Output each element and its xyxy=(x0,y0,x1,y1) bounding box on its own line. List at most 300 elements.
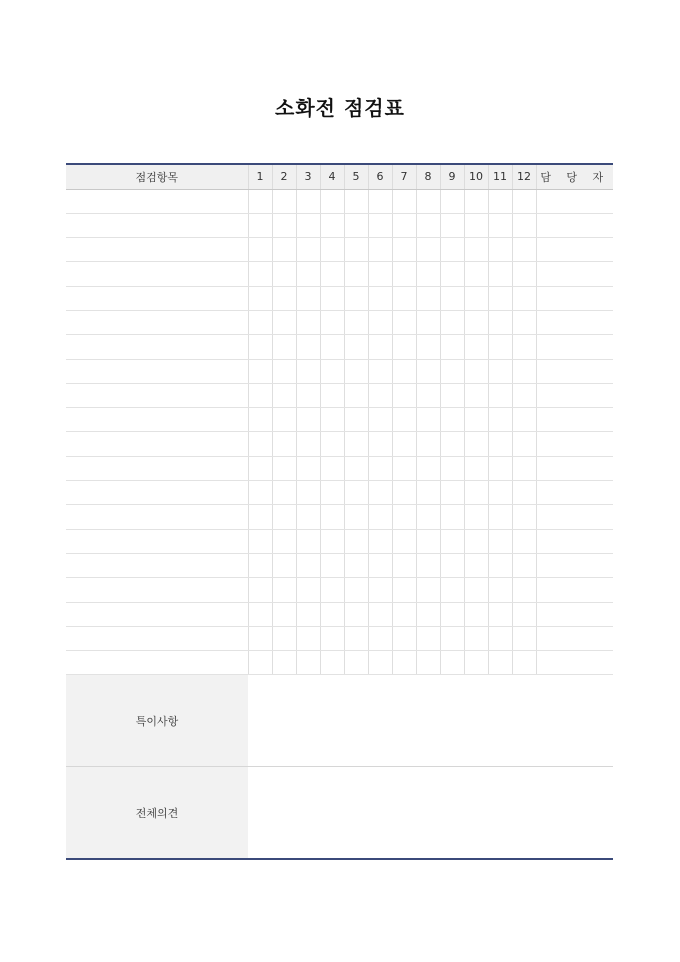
manager-cell[interactable] xyxy=(536,262,613,286)
month-check-cell[interactable] xyxy=(344,310,368,334)
month-check-cell[interactable] xyxy=(512,189,536,213)
month-check-cell[interactable] xyxy=(512,432,536,456)
month-check-cell[interactable] xyxy=(248,383,272,407)
header-month-10: 10 xyxy=(464,164,488,189)
month-check-cell[interactable] xyxy=(440,553,464,577)
month-check-cell[interactable] xyxy=(320,529,344,553)
month-check-cell[interactable] xyxy=(512,238,536,262)
month-check-cell[interactable] xyxy=(320,651,344,675)
month-check-cell[interactable] xyxy=(272,213,296,237)
month-check-cell[interactable] xyxy=(272,238,296,262)
month-check-cell[interactable] xyxy=(320,189,344,213)
month-check-cell[interactable] xyxy=(272,578,296,602)
month-check-cell[interactable] xyxy=(440,189,464,213)
month-check-cell[interactable] xyxy=(248,505,272,529)
month-check-cell[interactable] xyxy=(320,578,344,602)
month-check-cell[interactable] xyxy=(464,213,488,237)
table-row xyxy=(66,286,613,310)
inspection-item-cell[interactable] xyxy=(66,432,248,456)
table-row xyxy=(66,602,613,626)
month-check-cell[interactable] xyxy=(272,529,296,553)
month-check-cell[interactable] xyxy=(344,529,368,553)
month-check-cell[interactable] xyxy=(344,505,368,529)
month-check-cell[interactable] xyxy=(248,602,272,626)
month-check-cell[interactable] xyxy=(320,432,344,456)
month-check-cell[interactable] xyxy=(272,505,296,529)
month-check-cell[interactable] xyxy=(512,286,536,310)
month-check-cell[interactable] xyxy=(368,213,392,237)
month-check-cell[interactable] xyxy=(344,651,368,675)
month-check-cell[interactable] xyxy=(368,432,392,456)
month-check-cell[interactable] xyxy=(464,383,488,407)
month-check-cell[interactable] xyxy=(392,651,416,675)
month-check-cell[interactable] xyxy=(368,286,392,310)
month-check-cell[interactable] xyxy=(488,529,512,553)
month-check-cell[interactable] xyxy=(392,408,416,432)
month-check-cell[interactable] xyxy=(248,626,272,650)
table-row xyxy=(66,213,613,237)
month-check-cell[interactable] xyxy=(392,481,416,505)
month-check-cell[interactable] xyxy=(416,529,440,553)
month-check-cell[interactable] xyxy=(320,626,344,650)
month-check-cell[interactable] xyxy=(272,359,296,383)
manager-cell[interactable] xyxy=(536,456,613,480)
month-check-cell[interactable] xyxy=(488,481,512,505)
month-check-cell[interactable] xyxy=(296,189,320,213)
month-check-cell[interactable] xyxy=(464,262,488,286)
month-check-cell[interactable] xyxy=(488,213,512,237)
month-check-cell[interactable] xyxy=(464,359,488,383)
month-check-cell[interactable] xyxy=(416,189,440,213)
page-title: 소화전 점검표 xyxy=(275,96,405,120)
month-check-cell[interactable] xyxy=(272,310,296,334)
month-check-cell[interactable] xyxy=(416,626,440,650)
month-check-cell[interactable] xyxy=(512,335,536,359)
month-check-cell[interactable] xyxy=(320,553,344,577)
inspection-item-cell[interactable] xyxy=(66,310,248,334)
month-check-cell[interactable] xyxy=(440,335,464,359)
month-check-cell[interactable] xyxy=(368,602,392,626)
month-check-cell[interactable] xyxy=(320,505,344,529)
month-check-cell[interactable] xyxy=(296,651,320,675)
inspection-item-cell[interactable] xyxy=(66,651,248,675)
month-check-cell[interactable] xyxy=(296,553,320,577)
header-manager: 담 당 자 xyxy=(536,164,613,189)
month-check-cell[interactable] xyxy=(344,359,368,383)
inspection-item-cell[interactable] xyxy=(66,529,248,553)
header-month-11: 11 xyxy=(488,164,512,189)
month-check-cell[interactable] xyxy=(416,238,440,262)
month-check-cell[interactable] xyxy=(512,383,536,407)
table-row xyxy=(66,335,613,359)
month-check-cell[interactable] xyxy=(248,529,272,553)
table-row xyxy=(66,262,613,286)
month-check-cell[interactable] xyxy=(416,310,440,334)
month-check-cell[interactable] xyxy=(488,432,512,456)
manager-cell[interactable] xyxy=(536,505,613,529)
month-check-cell[interactable] xyxy=(416,408,440,432)
month-check-cell[interactable] xyxy=(416,481,440,505)
manager-cell[interactable] xyxy=(536,578,613,602)
month-check-cell[interactable] xyxy=(440,651,464,675)
month-check-cell[interactable] xyxy=(320,310,344,334)
month-check-cell[interactable] xyxy=(296,578,320,602)
manager-cell[interactable] xyxy=(536,383,613,407)
month-check-cell[interactable] xyxy=(368,651,392,675)
month-check-cell[interactable] xyxy=(464,286,488,310)
month-check-cell[interactable] xyxy=(488,505,512,529)
month-check-cell[interactable] xyxy=(464,310,488,334)
month-check-cell[interactable] xyxy=(416,335,440,359)
header-inspection-item: 점검항목 xyxy=(66,164,248,189)
month-check-cell[interactable] xyxy=(512,651,536,675)
month-check-cell[interactable] xyxy=(368,189,392,213)
month-check-cell[interactable] xyxy=(248,286,272,310)
month-check-cell[interactable] xyxy=(488,456,512,480)
month-check-cell[interactable] xyxy=(488,335,512,359)
table-row xyxy=(66,310,613,334)
month-check-cell[interactable] xyxy=(392,578,416,602)
month-check-cell[interactable] xyxy=(368,553,392,577)
month-check-cell[interactable] xyxy=(344,578,368,602)
month-check-cell[interactable] xyxy=(440,310,464,334)
month-check-cell[interactable] xyxy=(296,626,320,650)
month-check-cell[interactable] xyxy=(440,529,464,553)
month-check-cell[interactable] xyxy=(320,213,344,237)
month-check-cell[interactable] xyxy=(248,578,272,602)
month-check-cell[interactable] xyxy=(440,626,464,650)
month-check-cell[interactable] xyxy=(464,238,488,262)
month-check-cell[interactable] xyxy=(488,408,512,432)
month-check-cell[interactable] xyxy=(272,432,296,456)
month-check-cell[interactable] xyxy=(272,602,296,626)
month-check-cell[interactable] xyxy=(368,578,392,602)
month-check-cell[interactable] xyxy=(440,286,464,310)
month-check-cell[interactable] xyxy=(464,408,488,432)
inspection-item-cell[interactable] xyxy=(66,238,248,262)
month-check-cell[interactable] xyxy=(368,626,392,650)
month-check-cell[interactable] xyxy=(344,481,368,505)
month-check-cell[interactable] xyxy=(272,189,296,213)
month-check-cell[interactable] xyxy=(488,626,512,650)
month-check-cell[interactable] xyxy=(392,310,416,334)
month-check-cell[interactable] xyxy=(248,189,272,213)
month-check-cell[interactable] xyxy=(464,335,488,359)
month-check-cell[interactable] xyxy=(248,310,272,334)
month-check-cell[interactable] xyxy=(296,602,320,626)
month-check-cell[interactable] xyxy=(248,456,272,480)
manager-cell[interactable] xyxy=(536,626,613,650)
inspection-item-cell[interactable] xyxy=(66,189,248,213)
manager-cell[interactable] xyxy=(536,602,613,626)
month-check-cell[interactable] xyxy=(248,408,272,432)
month-check-cell[interactable] xyxy=(344,432,368,456)
month-check-cell[interactable] xyxy=(488,238,512,262)
inspection-item-cell[interactable] xyxy=(66,626,248,650)
month-check-cell[interactable] xyxy=(392,626,416,650)
month-check-cell[interactable] xyxy=(464,481,488,505)
month-check-cell[interactable] xyxy=(440,505,464,529)
month-check-cell[interactable] xyxy=(464,432,488,456)
month-check-cell[interactable] xyxy=(392,432,416,456)
month-check-cell[interactable] xyxy=(272,626,296,650)
month-check-cell[interactable] xyxy=(296,262,320,286)
month-check-cell[interactable] xyxy=(488,602,512,626)
month-check-cell[interactable] xyxy=(320,481,344,505)
month-check-cell[interactable] xyxy=(248,553,272,577)
month-check-cell[interactable] xyxy=(512,578,536,602)
month-check-cell[interactable] xyxy=(512,456,536,480)
month-check-cell[interactable] xyxy=(296,529,320,553)
month-check-cell[interactable] xyxy=(272,335,296,359)
manager-cell[interactable] xyxy=(536,481,613,505)
month-check-cell[interactable] xyxy=(248,238,272,262)
month-check-cell[interactable] xyxy=(344,262,368,286)
month-check-cell[interactable] xyxy=(248,432,272,456)
inspection-item-cell[interactable] xyxy=(66,286,248,310)
month-check-cell[interactable] xyxy=(320,383,344,407)
month-check-cell[interactable] xyxy=(368,408,392,432)
month-check-cell[interactable] xyxy=(512,602,536,626)
inspection-item-cell[interactable] xyxy=(66,408,248,432)
month-check-cell[interactable] xyxy=(320,238,344,262)
month-check-cell[interactable] xyxy=(248,213,272,237)
month-check-cell[interactable] xyxy=(512,408,536,432)
month-check-cell[interactable] xyxy=(416,432,440,456)
month-check-cell[interactable] xyxy=(440,481,464,505)
month-check-cell[interactable] xyxy=(344,626,368,650)
month-check-cell[interactable] xyxy=(320,359,344,383)
remarks-field[interactable] xyxy=(248,675,613,767)
month-check-cell[interactable] xyxy=(512,553,536,577)
month-check-cell[interactable] xyxy=(512,481,536,505)
month-check-cell[interactable] xyxy=(440,383,464,407)
month-check-cell[interactable] xyxy=(344,213,368,237)
month-check-cell[interactable] xyxy=(344,335,368,359)
month-check-cell[interactable] xyxy=(440,238,464,262)
opinion-field[interactable] xyxy=(248,767,613,859)
month-check-cell[interactable] xyxy=(368,481,392,505)
month-check-cell[interactable] xyxy=(488,553,512,577)
month-check-cell[interactable] xyxy=(392,238,416,262)
month-check-cell[interactable] xyxy=(392,456,416,480)
month-check-cell[interactable] xyxy=(248,481,272,505)
month-check-cell[interactable] xyxy=(488,189,512,213)
month-check-cell[interactable] xyxy=(464,553,488,577)
month-check-cell[interactable] xyxy=(416,262,440,286)
month-check-cell[interactable] xyxy=(392,553,416,577)
month-check-cell[interactable] xyxy=(248,262,272,286)
inspection-item-cell[interactable] xyxy=(66,481,248,505)
manager-cell[interactable] xyxy=(536,432,613,456)
header-month-8: 8 xyxy=(416,164,440,189)
month-check-cell[interactable] xyxy=(416,553,440,577)
month-check-cell[interactable] xyxy=(272,651,296,675)
month-check-cell[interactable] xyxy=(416,602,440,626)
month-check-cell[interactable] xyxy=(368,359,392,383)
month-check-cell[interactable] xyxy=(344,286,368,310)
month-check-cell[interactable] xyxy=(272,553,296,577)
month-check-cell[interactable] xyxy=(464,651,488,675)
month-check-cell[interactable] xyxy=(320,408,344,432)
month-check-cell[interactable] xyxy=(320,335,344,359)
month-check-cell[interactable] xyxy=(440,602,464,626)
month-check-cell[interactable] xyxy=(368,505,392,529)
month-check-cell[interactable] xyxy=(392,213,416,237)
table-row xyxy=(66,238,613,262)
month-check-cell[interactable] xyxy=(416,213,440,237)
inspection-item-cell[interactable] xyxy=(66,262,248,286)
month-check-cell[interactable] xyxy=(512,213,536,237)
month-check-cell[interactable] xyxy=(368,310,392,334)
month-check-cell[interactable] xyxy=(416,505,440,529)
month-check-cell[interactable] xyxy=(440,456,464,480)
manager-cell[interactable] xyxy=(536,213,613,237)
month-check-cell[interactable] xyxy=(320,262,344,286)
month-check-cell[interactable] xyxy=(296,456,320,480)
month-check-cell[interactable] xyxy=(392,335,416,359)
month-check-cell[interactable] xyxy=(392,262,416,286)
month-check-cell[interactable] xyxy=(272,408,296,432)
inspection-item-cell[interactable] xyxy=(66,456,248,480)
month-check-cell[interactable] xyxy=(464,626,488,650)
month-check-cell[interactable] xyxy=(392,505,416,529)
month-check-cell[interactable] xyxy=(512,262,536,286)
month-check-cell[interactable] xyxy=(368,262,392,286)
month-check-cell[interactable] xyxy=(488,262,512,286)
month-check-cell[interactable] xyxy=(392,286,416,310)
inspection-item-cell[interactable] xyxy=(66,553,248,577)
month-check-cell[interactable] xyxy=(344,602,368,626)
month-check-cell[interactable] xyxy=(320,602,344,626)
month-check-cell[interactable] xyxy=(488,651,512,675)
manager-cell[interactable] xyxy=(536,189,613,213)
month-check-cell[interactable] xyxy=(512,626,536,650)
manager-cell[interactable] xyxy=(536,238,613,262)
inspection-item-cell[interactable] xyxy=(66,383,248,407)
month-check-cell[interactable] xyxy=(488,310,512,334)
month-check-cell[interactable] xyxy=(488,578,512,602)
month-check-cell[interactable] xyxy=(416,651,440,675)
month-check-cell[interactable] xyxy=(344,189,368,213)
month-check-cell[interactable] xyxy=(440,262,464,286)
month-check-cell[interactable] xyxy=(296,286,320,310)
month-check-cell[interactable] xyxy=(272,383,296,407)
month-check-cell[interactable] xyxy=(440,408,464,432)
month-check-cell[interactable] xyxy=(368,238,392,262)
month-check-cell[interactable] xyxy=(464,505,488,529)
opinion-label: 전체의견 xyxy=(66,767,248,859)
month-check-cell[interactable] xyxy=(368,529,392,553)
header-month-5: 5 xyxy=(344,164,368,189)
inspection-item-cell[interactable] xyxy=(66,602,248,626)
month-check-cell[interactable] xyxy=(296,359,320,383)
month-check-cell[interactable] xyxy=(344,408,368,432)
month-check-cell[interactable] xyxy=(416,359,440,383)
manager-cell[interactable] xyxy=(536,408,613,432)
manager-cell[interactable] xyxy=(536,553,613,577)
month-check-cell[interactable] xyxy=(272,286,296,310)
month-check-cell[interactable] xyxy=(368,335,392,359)
month-check-cell[interactable] xyxy=(344,383,368,407)
month-check-cell[interactable] xyxy=(440,578,464,602)
month-check-cell[interactable] xyxy=(248,651,272,675)
month-check-cell[interactable] xyxy=(392,189,416,213)
month-check-cell[interactable] xyxy=(248,359,272,383)
inspection-item-cell[interactable] xyxy=(66,335,248,359)
month-check-cell[interactable] xyxy=(512,310,536,334)
month-check-cell[interactable] xyxy=(296,213,320,237)
month-check-cell[interactable] xyxy=(488,359,512,383)
month-check-cell[interactable] xyxy=(296,383,320,407)
inspection-item-cell[interactable] xyxy=(66,578,248,602)
month-check-cell[interactable] xyxy=(440,432,464,456)
month-check-cell[interactable] xyxy=(296,432,320,456)
month-check-cell[interactable] xyxy=(320,456,344,480)
manager-cell[interactable] xyxy=(536,359,613,383)
month-check-cell[interactable] xyxy=(464,578,488,602)
month-check-cell[interactable] xyxy=(320,286,344,310)
month-check-cell[interactable] xyxy=(368,456,392,480)
manager-cell[interactable] xyxy=(536,651,613,675)
month-check-cell[interactable] xyxy=(512,529,536,553)
month-check-cell[interactable] xyxy=(416,578,440,602)
month-check-cell[interactable] xyxy=(488,286,512,310)
month-check-cell[interactable] xyxy=(440,359,464,383)
month-check-cell[interactable] xyxy=(344,553,368,577)
month-check-cell[interactable] xyxy=(296,310,320,334)
month-check-cell[interactable] xyxy=(296,505,320,529)
month-check-cell[interactable] xyxy=(272,456,296,480)
month-check-cell[interactable] xyxy=(464,456,488,480)
month-check-cell[interactable] xyxy=(416,383,440,407)
manager-cell[interactable] xyxy=(536,286,613,310)
month-check-cell[interactable] xyxy=(512,505,536,529)
manager-cell[interactable] xyxy=(536,529,613,553)
month-check-cell[interactable] xyxy=(344,238,368,262)
month-check-cell[interactable] xyxy=(344,456,368,480)
month-check-cell[interactable] xyxy=(296,238,320,262)
month-check-cell[interactable] xyxy=(296,481,320,505)
month-check-cell[interactable] xyxy=(368,383,392,407)
month-check-cell[interactable] xyxy=(488,383,512,407)
inspection-item-cell[interactable] xyxy=(66,359,248,383)
month-check-cell[interactable] xyxy=(296,335,320,359)
month-check-cell[interactable] xyxy=(392,602,416,626)
month-check-cell[interactable] xyxy=(464,189,488,213)
month-check-cell[interactable] xyxy=(392,359,416,383)
month-check-cell[interactable] xyxy=(440,213,464,237)
month-check-cell[interactable] xyxy=(248,335,272,359)
month-check-cell[interactable] xyxy=(272,262,296,286)
inspection-item-cell[interactable] xyxy=(66,505,248,529)
inspection-item-cell[interactable] xyxy=(66,213,248,237)
month-check-cell[interactable] xyxy=(464,602,488,626)
month-check-cell[interactable] xyxy=(512,359,536,383)
month-check-cell[interactable] xyxy=(296,408,320,432)
manager-cell[interactable] xyxy=(536,310,613,334)
table-row xyxy=(66,456,613,480)
remarks-row xyxy=(66,675,613,767)
month-check-cell[interactable] xyxy=(392,529,416,553)
month-check-cell[interactable] xyxy=(416,286,440,310)
table-row xyxy=(66,359,613,383)
manager-cell[interactable] xyxy=(536,335,613,359)
month-check-cell[interactable] xyxy=(416,456,440,480)
month-check-cell[interactable] xyxy=(464,529,488,553)
month-check-cell[interactable] xyxy=(392,383,416,407)
month-check-cell[interactable] xyxy=(272,481,296,505)
